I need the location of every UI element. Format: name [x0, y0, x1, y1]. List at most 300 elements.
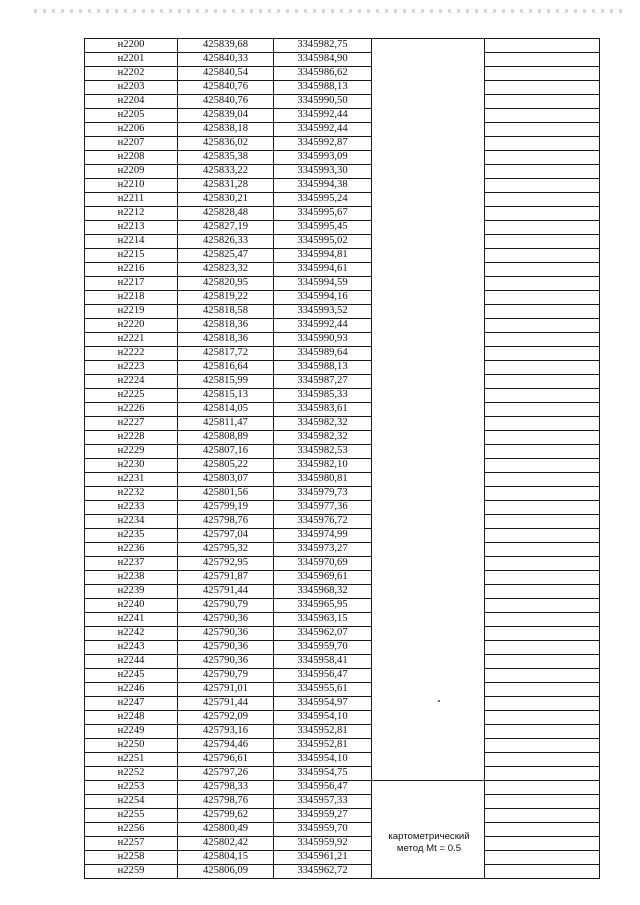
y-coordinate-cell: 3345952,81: [274, 725, 372, 739]
x-coordinate-cell: 425836,02: [178, 137, 274, 151]
point-id-cell: н2258: [85, 851, 178, 865]
x-coordinate-cell: 425795,32: [178, 543, 274, 557]
y-coordinate-cell: 3345982,32: [274, 417, 372, 431]
table-row: [85, 725, 600, 739]
note-cell: [485, 837, 600, 851]
point-id-cell: н2203: [85, 81, 178, 95]
point-id-cell: н2201: [85, 53, 178, 67]
table-row: [85, 333, 600, 347]
point-id-cell: н2206: [85, 123, 178, 137]
y-coordinate-cell: 3345994,38: [274, 179, 372, 193]
method-cell: [372, 389, 485, 403]
point-id-cell: н2205: [85, 109, 178, 123]
y-coordinate-cell: 3345989,64: [274, 347, 372, 361]
method-cell: [372, 641, 485, 655]
table-row: [85, 655, 600, 669]
note-cell: [485, 641, 600, 655]
note-cell: [485, 263, 600, 277]
point-id-cell: н2257: [85, 837, 178, 851]
note-cell: [485, 207, 600, 221]
table-row: [85, 585, 600, 599]
x-coordinate-cell: 425816,64: [178, 361, 274, 375]
method-cell: [372, 291, 485, 305]
y-coordinate-cell: 3345968,32: [274, 585, 372, 599]
method-cell: [372, 697, 485, 711]
y-coordinate-cell: 3345993,09: [274, 151, 372, 165]
note-cell: [485, 221, 600, 235]
table-row: [85, 781, 600, 795]
method-cell: [372, 501, 485, 515]
x-coordinate-cell: 425838,18: [178, 123, 274, 137]
table-row: [85, 501, 600, 515]
table-row: [85, 389, 600, 403]
note-cell: [485, 473, 600, 487]
point-id-cell: н2235: [85, 529, 178, 543]
table-row: [85, 165, 600, 179]
point-id-cell: н2207: [85, 137, 178, 151]
note-cell: [485, 403, 600, 417]
method-cell: [372, 235, 485, 249]
table-row: [85, 263, 600, 277]
y-coordinate-cell: 3345988,13: [274, 81, 372, 95]
y-coordinate-cell: 3345976,72: [274, 515, 372, 529]
table-row: [85, 403, 600, 417]
y-coordinate-cell: 3345959,70: [274, 823, 372, 837]
table-row: [85, 613, 600, 627]
point-id-cell: н2214: [85, 235, 178, 249]
y-coordinate-cell: 3345954,10: [274, 753, 372, 767]
method-cell: [372, 655, 485, 669]
point-id-cell: н2248: [85, 711, 178, 725]
x-coordinate-cell: 425835,38: [178, 151, 274, 165]
note-cell: [485, 67, 600, 81]
note-cell: [485, 683, 600, 697]
point-id-cell: н2241: [85, 613, 178, 627]
note-cell: [485, 375, 600, 389]
x-coordinate-cell: 425791,44: [178, 697, 274, 711]
table-row: [85, 683, 600, 697]
method-cell: [372, 613, 485, 627]
note-cell: [485, 487, 600, 501]
note-cell: [485, 543, 600, 557]
x-coordinate-cell: 425790,36: [178, 627, 274, 641]
table-row: [85, 445, 600, 459]
method-cell: [372, 207, 485, 221]
method-cell: [372, 305, 485, 319]
table-row: [85, 361, 600, 375]
note-cell: [485, 851, 600, 865]
y-coordinate-cell: 3345957,33: [274, 795, 372, 809]
method-cell: [372, 375, 485, 389]
table-row: [85, 571, 600, 585]
table-row: [85, 865, 600, 879]
note-cell: [485, 585, 600, 599]
table-row: [85, 81, 600, 95]
table-row: [85, 767, 600, 781]
y-coordinate-cell: 3345995,24: [274, 193, 372, 207]
y-coordinate-cell: 3345986,62: [274, 67, 372, 81]
method-cell: [372, 361, 485, 375]
x-coordinate-cell: 425790,36: [178, 655, 274, 669]
method-cell: [372, 53, 485, 67]
note-cell: [485, 347, 600, 361]
note-cell: [485, 235, 600, 249]
table-row: [85, 739, 600, 753]
y-coordinate-cell: 3345992,44: [274, 109, 372, 123]
y-coordinate-cell: 3345970,69: [274, 557, 372, 571]
method-cell: [372, 417, 485, 431]
table-row: [85, 473, 600, 487]
method-cell: [372, 221, 485, 235]
y-coordinate-cell: 3345956,47: [274, 781, 372, 795]
y-coordinate-cell: 3345965,95: [274, 599, 372, 613]
y-coordinate-cell: 3345983,61: [274, 403, 372, 417]
point-id-cell: н2237: [85, 557, 178, 571]
coordinates-table: [84, 38, 600, 879]
table-row: [85, 641, 600, 655]
x-coordinate-cell: 425806,09: [178, 865, 274, 879]
x-coordinate-cell: 425798,76: [178, 795, 274, 809]
table-row: [85, 123, 600, 137]
x-coordinate-cell: 425827,19: [178, 221, 274, 235]
y-coordinate-cell: 3345987,27: [274, 375, 372, 389]
y-coordinate-cell: 3345984,90: [274, 53, 372, 67]
note-cell: [485, 193, 600, 207]
note-cell: [485, 753, 600, 767]
note-cell: [485, 123, 600, 137]
method-cell: [372, 347, 485, 361]
method-cell: [372, 515, 485, 529]
method-cell: [372, 249, 485, 263]
table-row: [85, 837, 600, 851]
x-coordinate-cell: 425839,04: [178, 109, 274, 123]
table-row: [85, 543, 600, 557]
x-coordinate-cell: 425796,61: [178, 753, 274, 767]
y-coordinate-cell: 3345980,81: [274, 473, 372, 487]
table-row: [85, 235, 600, 249]
note-cell: [485, 445, 600, 459]
method-cell: [372, 557, 485, 571]
note-cell: [485, 557, 600, 571]
table-row: [85, 697, 600, 711]
note-cell: [485, 39, 600, 53]
x-coordinate-cell: 425805,22: [178, 459, 274, 473]
point-id-cell: н2202: [85, 67, 178, 81]
table-row: [85, 823, 600, 837]
point-id-cell: н2230: [85, 459, 178, 473]
y-coordinate-cell: 3345958,41: [274, 655, 372, 669]
x-coordinate-cell: 425840,54: [178, 67, 274, 81]
table-row: [85, 67, 600, 81]
point-id-cell: н2209: [85, 165, 178, 179]
table-row: [85, 515, 600, 529]
table-row: [85, 459, 600, 473]
method-cell: [372, 179, 485, 193]
y-coordinate-cell: 3345962,07: [274, 627, 372, 641]
note-cell: [485, 319, 600, 333]
method-cell: [372, 137, 485, 151]
x-coordinate-cell: 425803,07: [178, 473, 274, 487]
note-cell: [485, 81, 600, 95]
x-coordinate-cell: 425797,26: [178, 767, 274, 781]
x-coordinate-cell: 425820,95: [178, 277, 274, 291]
y-coordinate-cell: 3345979,73: [274, 487, 372, 501]
table-row: [85, 795, 600, 809]
note-cell: [485, 571, 600, 585]
point-id-cell: н2250: [85, 739, 178, 753]
note-cell: [485, 361, 600, 375]
x-coordinate-cell: 425791,01: [178, 683, 274, 697]
method-cell: [372, 151, 485, 165]
x-coordinate-cell: 425811,47: [178, 417, 274, 431]
method-cell: [372, 445, 485, 459]
x-coordinate-cell: 425839,68: [178, 39, 274, 53]
method-cell: [372, 277, 485, 291]
scan-speck: [438, 700, 440, 702]
x-coordinate-cell: 425798,76: [178, 515, 274, 529]
table-row: [85, 431, 600, 445]
method-cell: [372, 431, 485, 445]
y-coordinate-cell: 3345959,27: [274, 809, 372, 823]
y-coordinate-cell: 3345954,75: [274, 767, 372, 781]
method-cell: [372, 585, 485, 599]
table-row: [85, 207, 600, 221]
scan-noise-strip: [34, 9, 624, 13]
y-coordinate-cell: 3345961,21: [274, 851, 372, 865]
table-row: [85, 669, 600, 683]
point-id-cell: н2215: [85, 249, 178, 263]
table-row: [85, 95, 600, 109]
note-cell: [485, 781, 600, 795]
method-cell: [372, 109, 485, 123]
method-cell: [372, 599, 485, 613]
note-cell: [485, 277, 600, 291]
y-coordinate-cell: 3345995,67: [274, 207, 372, 221]
x-coordinate-cell: 425818,36: [178, 319, 274, 333]
table-row: [85, 347, 600, 361]
y-coordinate-cell: 3345974,99: [274, 529, 372, 543]
point-id-cell: н2221: [85, 333, 178, 347]
y-coordinate-cell: 3345994,59: [274, 277, 372, 291]
note-cell: [485, 305, 600, 319]
point-id-cell: н2217: [85, 277, 178, 291]
x-coordinate-cell: 425799,19: [178, 501, 274, 515]
x-coordinate-cell: 425790,36: [178, 613, 274, 627]
x-coordinate-cell: 425808,89: [178, 431, 274, 445]
y-coordinate-cell: 3345959,70: [274, 641, 372, 655]
method-cell: [372, 529, 485, 543]
x-coordinate-cell: 425801,56: [178, 487, 274, 501]
point-id-cell: н2211: [85, 193, 178, 207]
x-coordinate-cell: 425807,16: [178, 445, 274, 459]
point-id-cell: н2249: [85, 725, 178, 739]
y-coordinate-cell: 3345993,30: [274, 165, 372, 179]
point-id-cell: н2242: [85, 627, 178, 641]
table-row: [85, 305, 600, 319]
x-coordinate-cell: 425797,04: [178, 529, 274, 543]
method-cell: [372, 781, 485, 795]
y-coordinate-cell: 3345992,44: [274, 319, 372, 333]
point-id-cell: н2251: [85, 753, 178, 767]
table-row: [85, 529, 600, 543]
note-cell: [485, 711, 600, 725]
y-coordinate-cell: 3345982,75: [274, 39, 372, 53]
method-cell: [372, 487, 485, 501]
y-coordinate-cell: 3345994,61: [274, 263, 372, 277]
point-id-cell: н2233: [85, 501, 178, 515]
x-coordinate-cell: 425790,79: [178, 669, 274, 683]
note-cell: [485, 795, 600, 809]
note-cell: [485, 389, 600, 403]
point-id-cell: н2252: [85, 767, 178, 781]
point-id-cell: н2232: [85, 487, 178, 501]
point-id-cell: н2231: [85, 473, 178, 487]
y-coordinate-cell: 3345969,61: [274, 571, 372, 585]
method-cell: [372, 627, 485, 641]
table-row: [85, 557, 600, 571]
x-coordinate-cell: 425819,22: [178, 291, 274, 305]
point-id-cell: н2234: [85, 515, 178, 529]
point-id-cell: н2225: [85, 389, 178, 403]
x-coordinate-cell: 425817,72: [178, 347, 274, 361]
table-row: [85, 39, 600, 53]
note-cell: [485, 809, 600, 823]
note-cell: [485, 95, 600, 109]
point-id-cell: н2240: [85, 599, 178, 613]
y-coordinate-cell: 3345962,72: [274, 865, 372, 879]
x-coordinate-cell: 425818,36: [178, 333, 274, 347]
point-id-cell: н2224: [85, 375, 178, 389]
note-cell: [485, 179, 600, 193]
note-cell: [485, 137, 600, 151]
point-id-cell: н2244: [85, 655, 178, 669]
note-cell: [485, 529, 600, 543]
note-cell: [485, 431, 600, 445]
note-cell: [485, 501, 600, 515]
x-coordinate-cell: 425840,76: [178, 95, 274, 109]
note-cell: [485, 417, 600, 431]
method-label: [373, 831, 485, 855]
x-coordinate-cell: 425802,42: [178, 837, 274, 851]
method-cell: [372, 81, 485, 95]
x-coordinate-cell: 425830,21: [178, 193, 274, 207]
x-coordinate-cell: 425840,33: [178, 53, 274, 67]
method-cell: [372, 767, 485, 781]
y-coordinate-cell: 3345993,52: [274, 305, 372, 319]
method-cell: [372, 473, 485, 487]
x-coordinate-cell: 425792,95: [178, 557, 274, 571]
note-cell: [485, 697, 600, 711]
method-cell: [372, 95, 485, 109]
method-cell: [372, 739, 485, 753]
point-id-cell: н2243: [85, 641, 178, 655]
x-coordinate-cell: 425825,47: [178, 249, 274, 263]
point-id-cell: н2210: [85, 179, 178, 193]
method-cell: [372, 571, 485, 585]
y-coordinate-cell: 3345995,45: [274, 221, 372, 235]
method-label-line1: картометрический: [388, 831, 470, 842]
y-coordinate-cell: 3345992,87: [274, 137, 372, 151]
method-cell: [372, 193, 485, 207]
y-coordinate-cell: 3345994,81: [274, 249, 372, 263]
method-cell: [372, 459, 485, 473]
table-row: [85, 809, 600, 823]
method-cell: [372, 725, 485, 739]
note-cell: [485, 165, 600, 179]
note-cell: [485, 669, 600, 683]
method-cell: [372, 263, 485, 277]
note-cell: [485, 739, 600, 753]
y-coordinate-cell: 3345959,92: [274, 837, 372, 851]
table-row: [85, 851, 600, 865]
table-row: [85, 291, 600, 305]
point-id-cell: н2247: [85, 697, 178, 711]
x-coordinate-cell: 425823,32: [178, 263, 274, 277]
y-coordinate-cell: 3345990,50: [274, 95, 372, 109]
x-coordinate-cell: 425791,87: [178, 571, 274, 585]
x-coordinate-cell: 425814,05: [178, 403, 274, 417]
y-coordinate-cell: 3345988,13: [274, 361, 372, 375]
method-cell: [372, 543, 485, 557]
x-coordinate-cell: 425791,44: [178, 585, 274, 599]
x-coordinate-cell: 425793,16: [178, 725, 274, 739]
note-cell: [485, 151, 600, 165]
method-cell: [372, 809, 485, 823]
point-id-cell: н2255: [85, 809, 178, 823]
x-coordinate-cell: 425826,33: [178, 235, 274, 249]
x-coordinate-cell: 425798,33: [178, 781, 274, 795]
y-coordinate-cell: 3345982,32: [274, 431, 372, 445]
note-cell: [485, 599, 600, 613]
point-id-cell: н2238: [85, 571, 178, 585]
point-id-cell: н2200: [85, 39, 178, 53]
y-coordinate-cell: 3345985,33: [274, 389, 372, 403]
point-id-cell: н2208: [85, 151, 178, 165]
note-cell: [485, 655, 600, 669]
point-id-cell: н2246: [85, 683, 178, 697]
note-cell: [485, 627, 600, 641]
point-id-cell: н2253: [85, 781, 178, 795]
method-cell: [372, 67, 485, 81]
note-cell: [485, 613, 600, 627]
point-id-cell: н2218: [85, 291, 178, 305]
table-row: [85, 137, 600, 151]
method-cell: [372, 333, 485, 347]
method-cell: [372, 795, 485, 809]
note-cell: [485, 109, 600, 123]
method-cell: [372, 865, 485, 879]
table-row: [85, 599, 600, 613]
point-id-cell: н2239: [85, 585, 178, 599]
table-row: [85, 487, 600, 501]
point-id-cell: н2226: [85, 403, 178, 417]
y-coordinate-cell: 3345982,10: [274, 459, 372, 473]
note-cell: [485, 459, 600, 473]
x-coordinate-cell: 425800,49: [178, 823, 274, 837]
point-id-cell: н2256: [85, 823, 178, 837]
note-cell: [485, 249, 600, 263]
table-row: [85, 53, 600, 67]
table-row: [85, 221, 600, 235]
note-cell: [485, 515, 600, 529]
y-coordinate-cell: 3345955,61: [274, 683, 372, 697]
note-cell: [485, 53, 600, 67]
point-id-cell: н2229: [85, 445, 178, 459]
method-cell: [372, 683, 485, 697]
method-cell: [372, 403, 485, 417]
table-row: [85, 249, 600, 263]
point-id-cell: н2219: [85, 305, 178, 319]
